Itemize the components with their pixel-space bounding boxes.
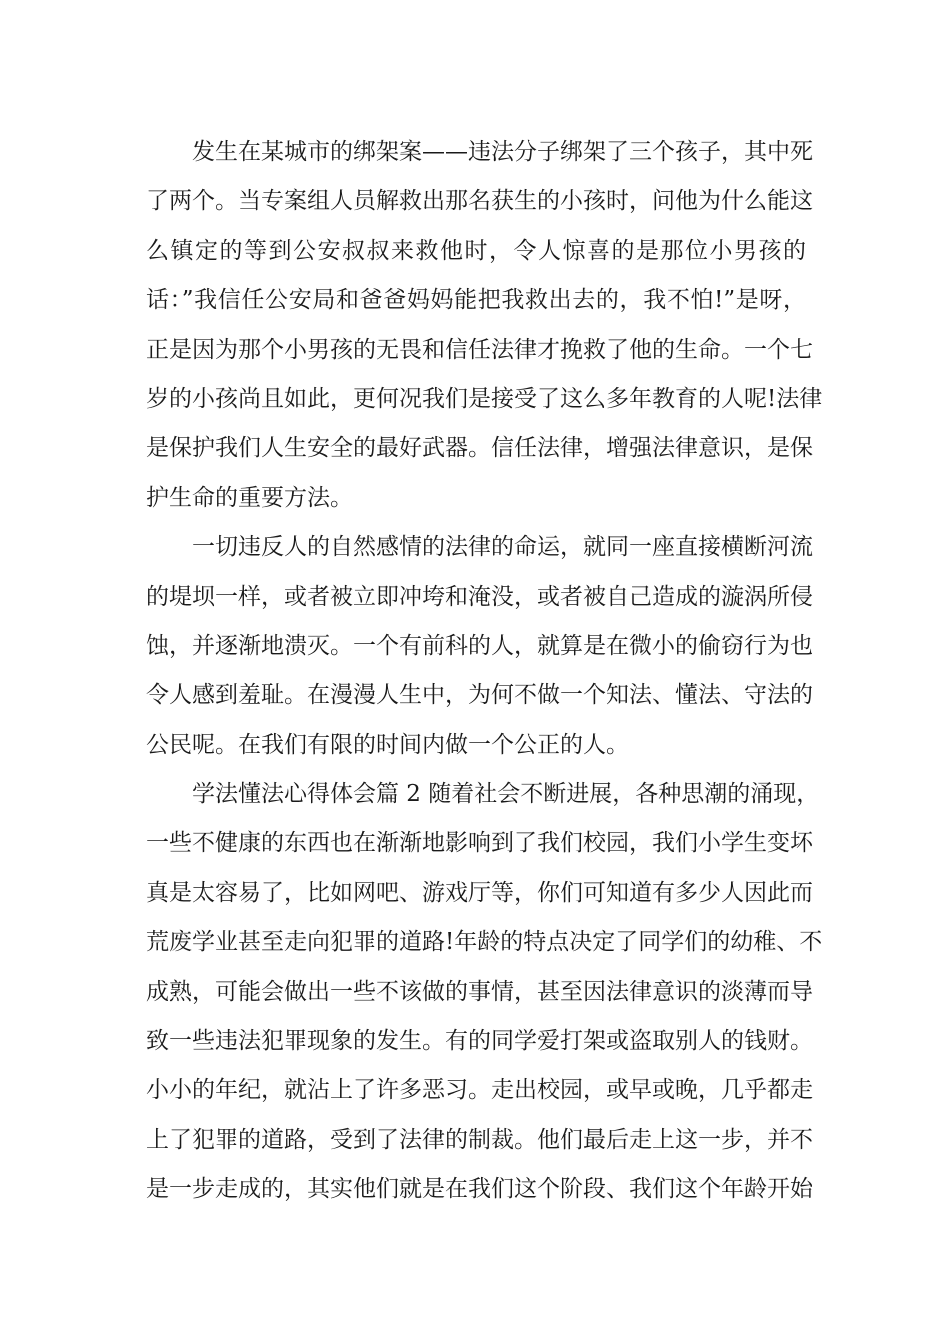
- text-line: 正是因为那个小男孩的无畏和信任法律才挽救了他的生命。一个七: [146, 336, 813, 363]
- paragraph-2: [146, 523, 813, 770]
- text-line: 护生命的重要方法。: [146, 484, 353, 511]
- text-line: 岁的小孩尚且如此，更何况我们是接受了这么多年教育的人呢!法律: [146, 385, 823, 412]
- text-line: 致一些违法犯罪现象的发生。有的同学爱打架或盗取别人的钱财。: [146, 1028, 813, 1055]
- body-text: [146, 128, 823, 1215]
- text-line: 真是太容易了，比如网吧、游戏厅等，你们可知道有多少人因此而: [146, 879, 813, 906]
- text-line: 一切违反人的自然感情的法律的命运，就同一座直接横断河流: [192, 534, 813, 561]
- text-line: 的堤坝一样，或者被立即冲垮和淹没，或者被自己造成的漩涡所侵: [146, 583, 813, 610]
- text-line: 成熟，可能会做出一些不该做的事情，甚至因法律意识的淡薄而导: [146, 978, 813, 1005]
- text-line: 蚀，并逐渐地溃灭。一个有前科的人，就算是在微小的偷窃行为也: [146, 632, 813, 659]
- text-line: 是保护我们人生安全的最好武器。信任法律，增强法律意识，是保: [146, 435, 813, 462]
- text-line: 么镇定的等到公安叔叔来救他时，令人惊喜的是那位小男孩的: [146, 237, 806, 264]
- text-line: 令人感到羞耻。在漫漫人生中，为何不做一个知法、懂法、守法的: [146, 682, 813, 709]
- text-line: 学法懂法心得体会篇 2 随着社会不断进展，各种思潮的涌现，: [192, 781, 820, 808]
- text-line: 发生在某城市的绑架案——违法分子绑架了三个孩子，其中死: [192, 139, 813, 165]
- text-line: 公民呢。在我们有限的时间内做一个公正的人。: [146, 731, 629, 758]
- text-line: 上了犯罪的道路，受到了法律的制裁。他们最后走上这一步，并不: [146, 1126, 813, 1153]
- text-line: 是一步走成的，其实他们就是在我们这个阶段、我们这个年龄开始: [146, 1176, 813, 1203]
- text-line: 小小的年纪，就沾上了许多恶习。走出校园，或早或晚，几乎都走: [146, 1077, 813, 1104]
- paragraph-3: [146, 770, 823, 1215]
- text-line: 一些不健康的东西也在渐渐地影响到了我们校园，我们小学生变坏: [146, 830, 813, 857]
- paragraph-1: [146, 128, 823, 523]
- text-line: 话：”我信任公安局和爸爸妈妈能把我救出去的，我不怕!”是呀，: [146, 287, 806, 314]
- text-line: 了两个。当专案组人员解救出那名获生的小孩时，问他为什么能这: [146, 188, 813, 215]
- text-line: 荒废学业甚至走向犯罪的道路!年龄的特点决定了同学们的幼稚、不: [146, 929, 823, 956]
